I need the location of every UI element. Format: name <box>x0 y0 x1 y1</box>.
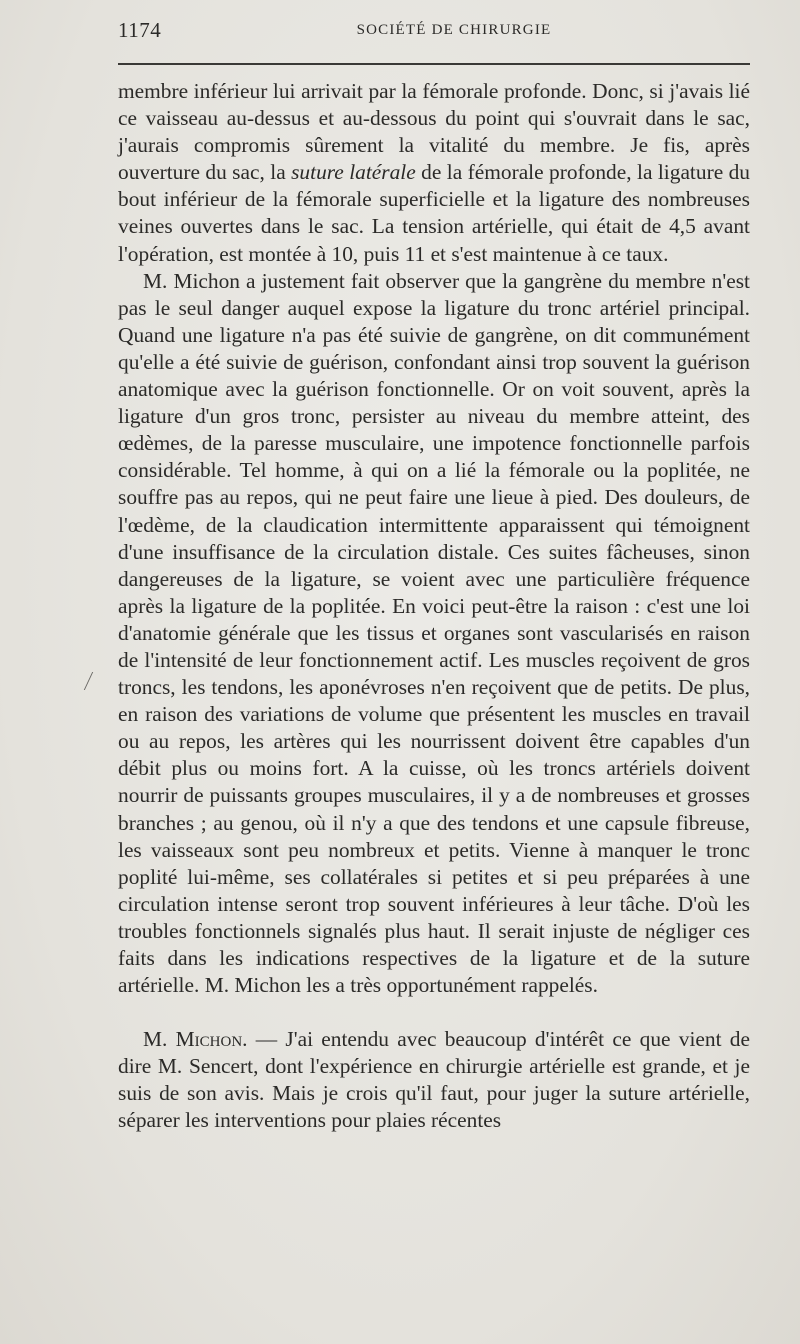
page-header <box>118 16 750 46</box>
running-title: SOCIÉTÉ DE CHIRURGIE <box>356 22 552 38</box>
body-text <box>118 78 750 1135</box>
paragraph-text: de la fémorale profonde, la ligature du bout inférieur de la fémorale superficielle et la ligature des nombreuses veines ouvertes dans le sac. La tension artérielle, qui était de 4,5 avant l'opération, est montée à 10, puis 11 et s'est maintenue à ce taux. <box>118 160 750 266</box>
header-rule <box>118 63 750 65</box>
speaker-name: M. Michon. <box>143 1027 248 1052</box>
paragraph: M. Michon a justement fait observer que la gangrène du membre n'est pas le seul danger auquel expose la ligature du tronc artériel principal. Quand une ligature n'a pas été suivie de gangrène, on dit communément qu'elle a été suivie de guérison, confondant ainsi trop souvent la guérison anatomique avec la guérison fonctionnelle. Or on voit souvent, après la ligature d'un gros tronc, persister au niveau du membre atteint, des œdèmes, de la paresse musculaire, une impotence fonctionnelle parfois considérable. Tel homme, à qui on a lié la fémorale ou la poplitée, ne souffre pas au repos, qui ne peut faire une lieue à pied. Des douleurs, de l'œdème, de la claudication intermittente apparaissent qui témoignent d'une insuffisance de la circulation distale. Ces suites fâcheuses, sinon dangereuses de la ligature, se voient avec une particulière fréquence après la ligature de la poplitée. En voici peut-être la raison : c'est une loi d'anatomie générale que les tissus et organes sont vascularisés en raison de l'intensité de leur fonctionnement actif. Les muscles reçoivent de gros troncs, les tendons, les aponévroses n'en reçoivent que de petits. De plus, en raison des variations de volume que présentent les muscles en travail ou au repos, les artères qui les nourrissent doivent être capables d'un débit plus ou moins fort. A la cuisse, où les troncs artériels doivent nourrir de puissants groupes musculaires, il y a de nombreuses et grosses branches ; au genou, où il n'y a que des tendons et une capsule fibreuse, les vaisseaux sont peu nombreux et petits. Vienne à manquer le tronc poplité lui-même, ses collatérales si petites et si peu préparées à une circulation intense seront trop souvent inférieures à leur tâche. D'où les troubles fonctionnels signalés plus haut. Il serait injuste de négliger ces faits dans les indications respectives de la ligature et de la suture artérielle. M. Michon les a très opportunément rappelés. <box>118 268 750 998</box>
page-number: 1174 <box>118 18 162 42</box>
paragraph-continued <box>118 78 750 268</box>
italic-term: suture latérale <box>291 160 416 185</box>
speaker-paragraph <box>118 1026 750 1134</box>
paragraph-text: membre inférieur lui arrivait par la fémorale profonde. Donc, si j'avais lié ce vaisseau au-dessus et au-dessous du point qui s'ouvrait dans le sac, j'aurais compromis sûrement la vitalité du membre. Je fis, après ouverture du sac, la <box>118 79 750 185</box>
paragraph-text: — J'ai entendu avec beaucoup d'intérêt ce que vient de dire M. Sencert, dont l'expérience en chirurgie artérielle est grande, et je suis de son avis. Mais je crois qu'il faut, pour juger la suture artérielle, séparer les interventions pour plaies récentes <box>118 1027 750 1133</box>
margin-pencil-mark <box>84 672 105 690</box>
